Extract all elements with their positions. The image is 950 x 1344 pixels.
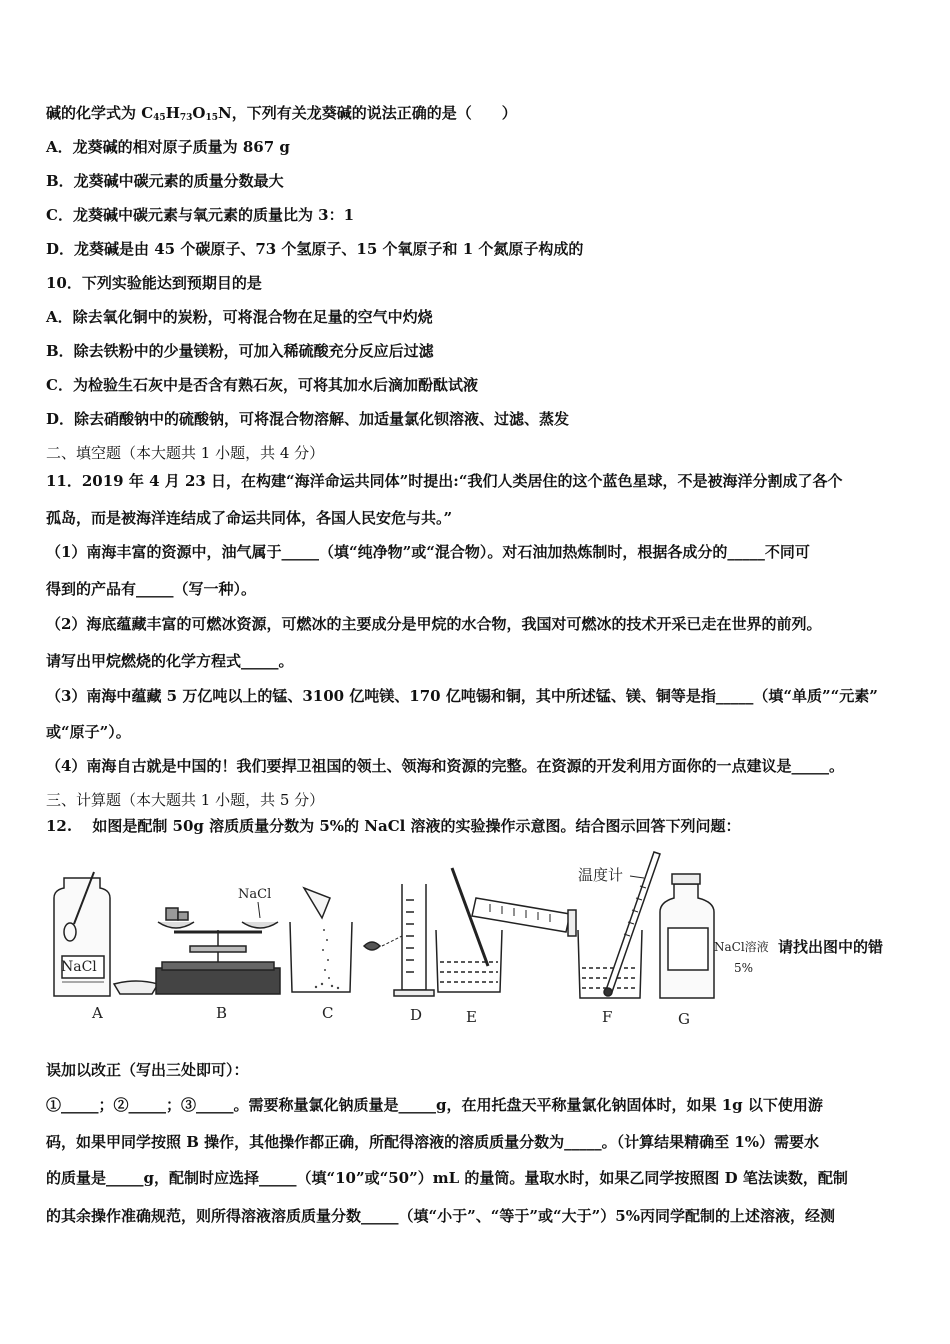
figure-d-cylinder: [364, 884, 434, 996]
q9-option-a: A．龙葵碱的相对原子质量为 867 g: [46, 138, 290, 156]
figure-label-a: A: [92, 1004, 103, 1022]
q11-part1b: 得到的产品有_____（写一种）。: [46, 580, 257, 598]
section-heading-calc: 三、计算题（本大题共 1 小题，共 5 分）: [46, 791, 325, 809]
q11-part2a: （2）海底蕴藏丰富的可燃冰资源，可燃冰的主要成分是甲烷的水合物，我国对可燃冰的技术开采已走在世界的前列。: [46, 615, 822, 633]
figure-label-c: C: [322, 1004, 334, 1022]
section-heading-fill: 二、填空题（本大题共 1 小题，共 4 分）: [46, 444, 325, 462]
q9-option-c: C．龙葵碱中碳元素与氧元素的质量比为 3：1: [46, 206, 355, 224]
figure-a-reagent-bottle: [54, 872, 158, 996]
q12-line4: 的质量是_____g，配制时应选择_____（填“10”或“50”）mL 的量筒。量取水时，如果乙同学按照图 D 笔法读数，配制: [46, 1169, 848, 1187]
q12-line5: 的其余操作准确规范，则所得溶液溶质质量分数_____（填“小于”、“等于”或“大于”）5%丙同学配制的上述溶液，经测: [46, 1207, 835, 1225]
figure-g-solution-label: NaCl溶液: [714, 940, 769, 954]
figure-label-g: G: [678, 1010, 690, 1028]
figure-label-d: D: [410, 1006, 423, 1024]
q11-line1: 11．2019 年 4 月 23 日，在构建“海洋命运共同体”时提出:“我们人类居住的这个蓝色星球，不是被海洋分割成了各个: [46, 472, 843, 490]
figure-label-e: E: [466, 1008, 477, 1026]
figure-label-b: B: [216, 1004, 228, 1022]
q11-part4: （4）南海自古就是中国的！我们要捍卫祖国的领土、领海和资源的完整。在资源的开发利用方面你的一点建议是_____。: [46, 757, 844, 775]
q9-stem: 碱的化学式为 $C_{45}H_{73}O_{15}N$，下列有关龙葵碱的说法正确的是（ ）: [46, 104, 517, 123]
q10-option-a: A．除去氧化铜中的炭粉，可将混合物在足量的空气中灼烧: [46, 308, 433, 326]
q12-line1: 误加以改正（写出三处即可）：: [46, 1061, 249, 1079]
q11-part1a: （1）南海丰富的资源中，油气属于_____（填“纯净物”或“混合物）。对石油加热炼制时，根据各成分的_____不同可: [46, 543, 810, 561]
figure-g-solution-bottle: [660, 874, 714, 998]
q10-option-d: D．除去硝酸钠中的硫酸钠，可将混合物溶解、加适量氯化钡溶液、过滤、蒸发: [46, 410, 570, 428]
q10-option-c: C．为检验生石灰中是否含有熟石灰，可将其加水后滴加酚酞试液: [46, 376, 478, 394]
q11-part2b: 请写出甲烷燃烧的化学方程式_____。: [46, 652, 294, 670]
figure-c-beaker-pouring: [290, 888, 352, 992]
q11-part3a: （3）南海中蕴藏 5 万亿吨以上的锰、3100 亿吨镁、170 亿吨锡和铜，其中所述锰、镁、铜等是指_____（填“单质”“元素”: [46, 687, 878, 705]
q11-line2: 孤岛，而是被海洋连结成了命运共同体，各国人民安危与共。”: [46, 509, 453, 527]
figure-b-balance: [156, 908, 280, 994]
q10-stem: 10．下列实验能达到预期目的是: [46, 274, 262, 292]
q11-part3b: 或“原子”）。: [46, 723, 131, 741]
figure-f-thermometer-label: 温度计: [578, 866, 624, 884]
q12-line2: ①_____；②_____；③_____。需要称量氯化钠质量是_____g，在用托盘天平称量氯化钠固体时，如果 1g 以下使用游: [46, 1096, 823, 1114]
figure-g-solution-percent: 5%: [734, 961, 754, 975]
q12-stem: 12. 如图是配制 50g 溶质质量分数为 5%的 NaCl 溶液的实验操作示意图。结合图示回答下列问题：: [46, 817, 741, 835]
figure-label-f: F: [602, 1008, 613, 1026]
q12-line3: 码，如果甲同学按照 B 操作，其他操作都正确，所配得溶液的溶质质量分数为_____。（计算结果精确至 1%）需要水: [46, 1133, 820, 1151]
q9-option-d: D．龙葵碱是由 45 个碳原子、73 个氢原子、15 个氧原子和 1 个氮原子构成的: [46, 240, 584, 258]
q9-option-b: B．龙葵碱中碳元素的质量分数最大: [46, 172, 284, 190]
figure-a-nacl-label: NaCl: [61, 959, 97, 975]
figure-e-beaker-pouring-water: [436, 868, 576, 992]
figure-b-nacl-label: NaCl: [238, 887, 272, 902]
q10-option-b: B．除去铁粉中的少量镁粉，可加入稀硫酸充分反应后过滤: [46, 342, 434, 360]
q12-side-prompt: 请找出图中的错: [778, 938, 884, 956]
